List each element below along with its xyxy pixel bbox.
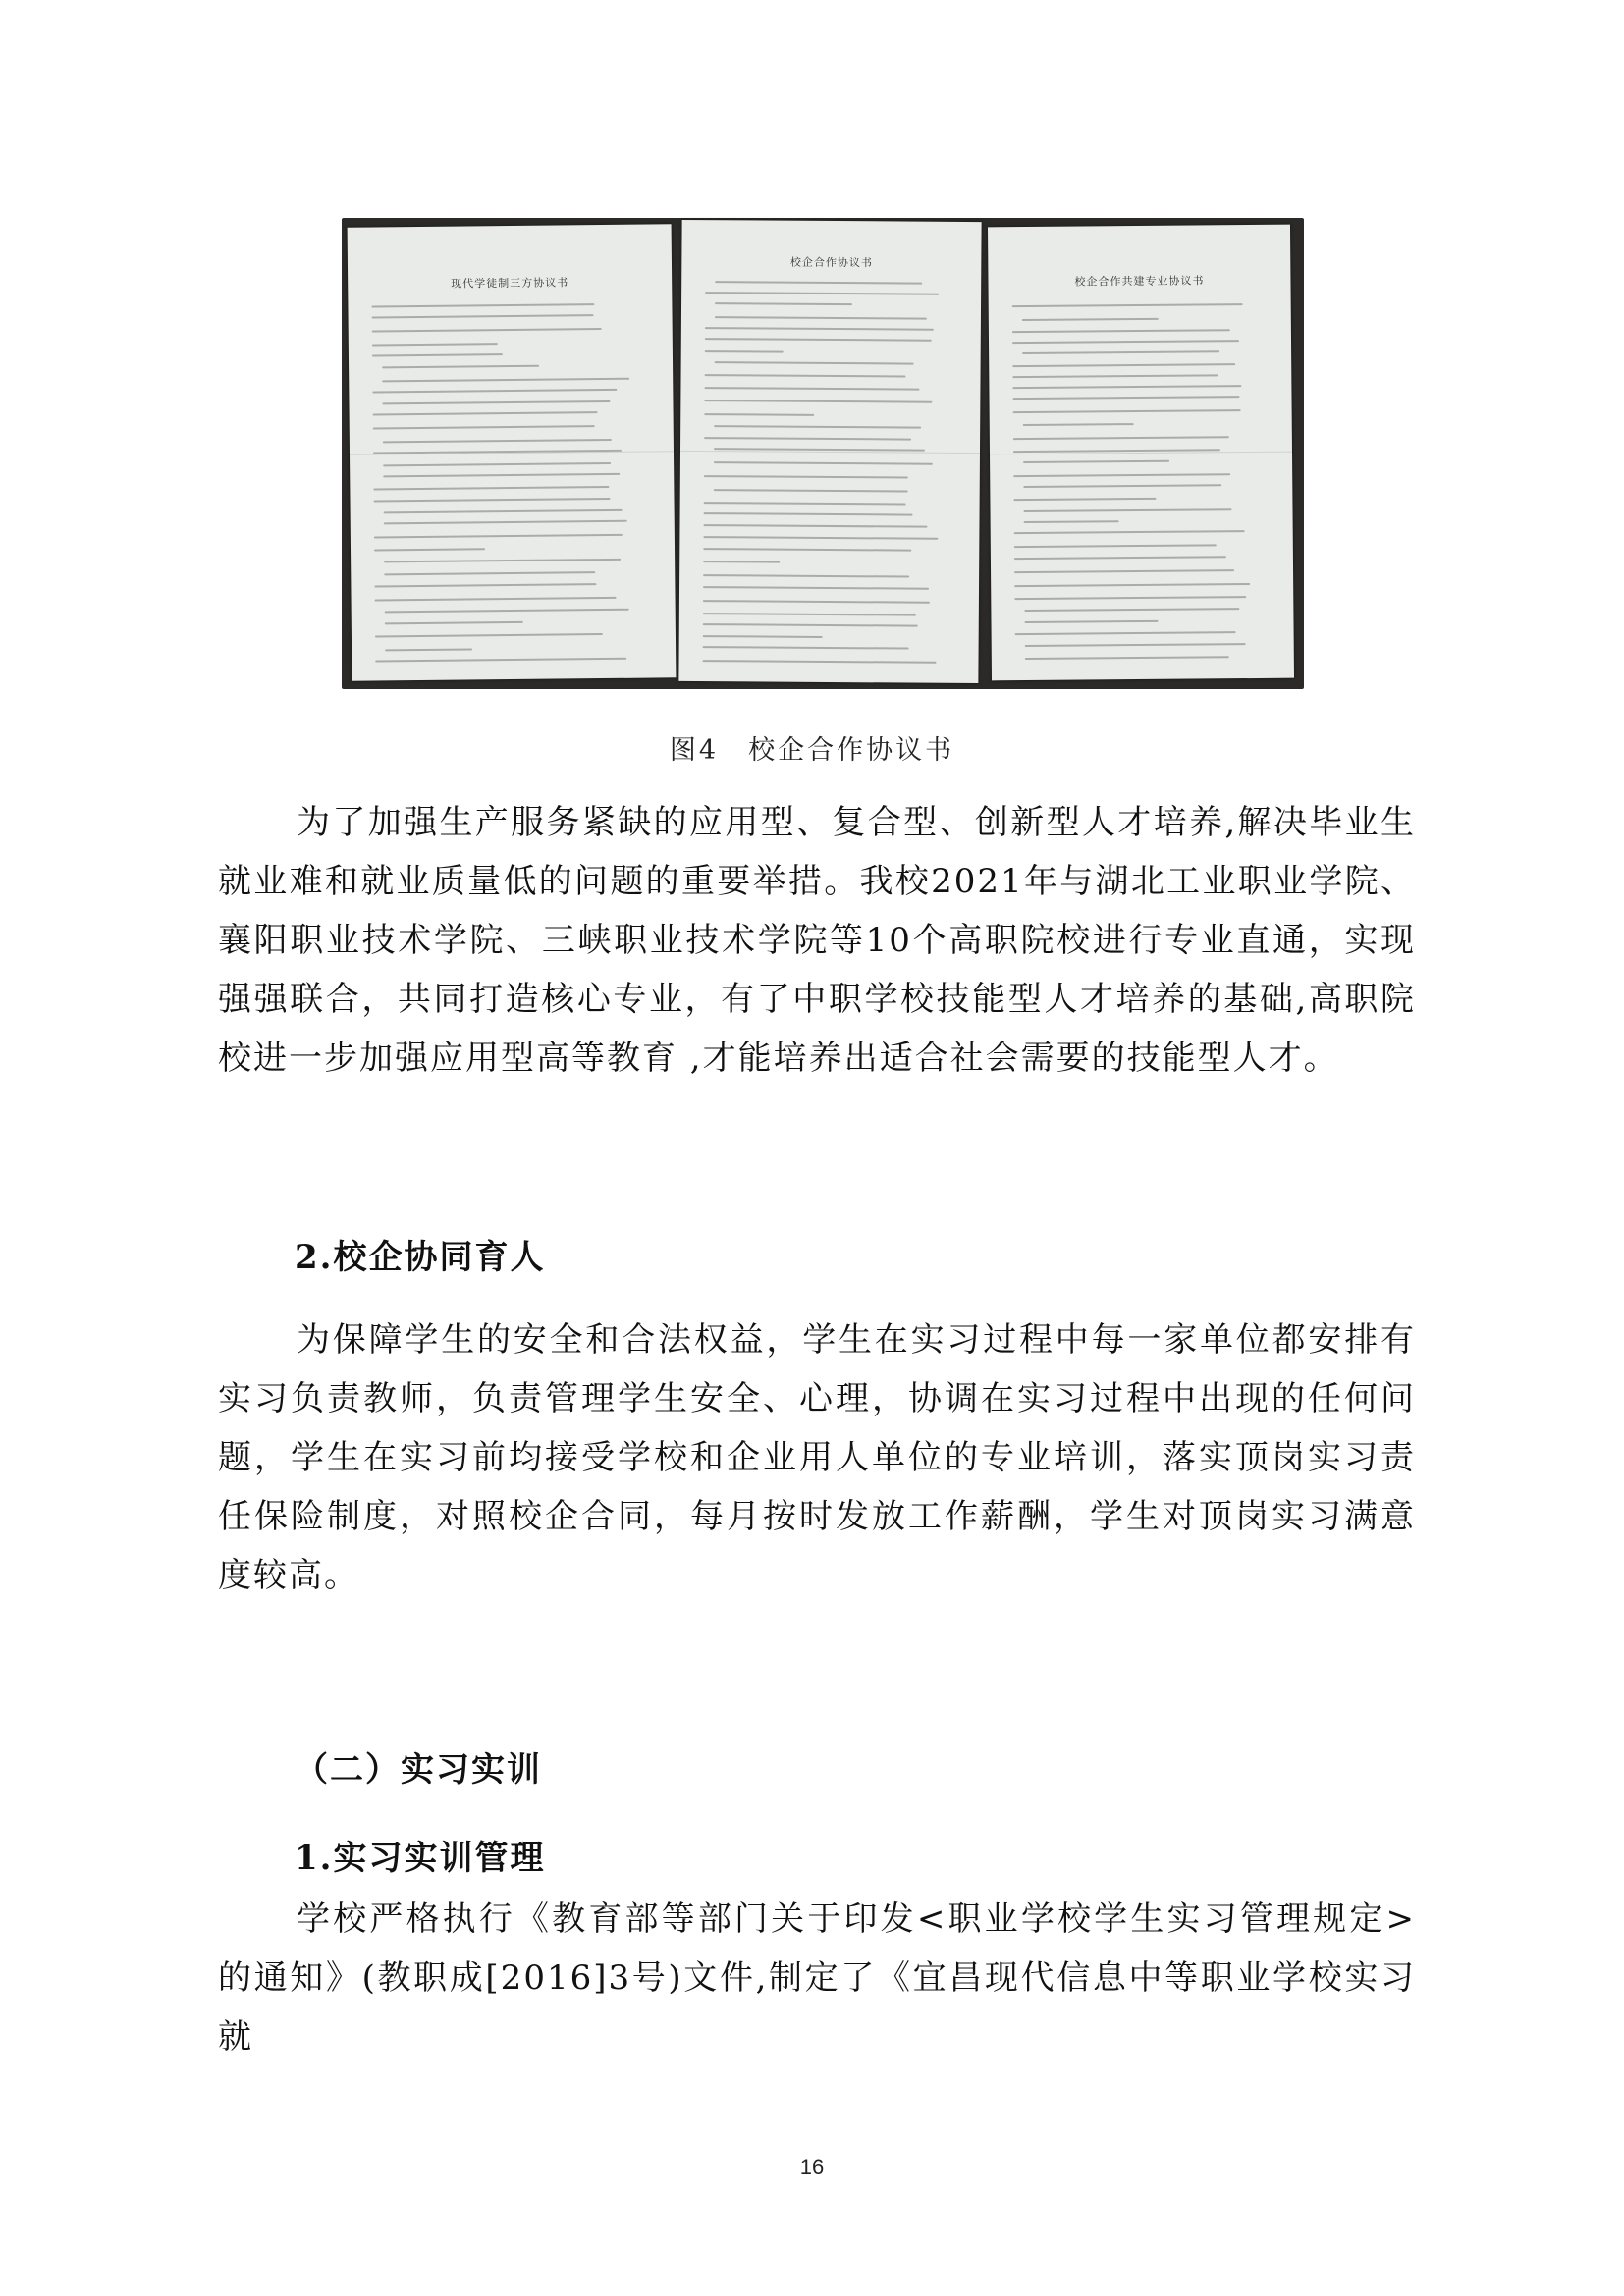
document-text-line (1013, 498, 1156, 501)
document-text-line (1013, 396, 1240, 400)
document-text-line (373, 411, 598, 415)
document-text-line (383, 473, 620, 478)
document-text-line (1022, 350, 1219, 354)
document-text-line (1022, 318, 1159, 321)
document-text-line (1014, 530, 1245, 534)
document-text-line (703, 586, 929, 590)
page-number: 16 (799, 2155, 825, 2179)
document-text-line (373, 425, 595, 429)
document-text-line (704, 437, 911, 440)
document-text-line (1014, 569, 1234, 573)
document-text-line (715, 361, 914, 364)
agreement-document-2 (678, 220, 981, 683)
document-text-line (703, 600, 930, 604)
document-text-line (1023, 484, 1221, 488)
document-text-line (1024, 508, 1232, 512)
agreement-document-3 (988, 225, 1294, 681)
document-text-line (373, 498, 610, 503)
document-text-line (703, 646, 909, 649)
document-text-line (1012, 374, 1218, 378)
document-text-line (372, 389, 617, 394)
document-text-line (704, 502, 906, 505)
agreement-document-1-title: 现代学徒制三方协议书 (451, 276, 569, 291)
document-text-line (1014, 596, 1246, 600)
document-text-line (1012, 303, 1243, 307)
document-text-line (704, 475, 908, 478)
document-text-line (1025, 656, 1229, 660)
document-text-line (1012, 329, 1230, 333)
agreement-document-2-title: 校企合作协议书 (789, 255, 873, 270)
document-text-line (384, 520, 627, 525)
document-text-line (374, 534, 623, 539)
document-text-line (1014, 583, 1250, 587)
document-text-line (705, 338, 932, 342)
document-text-line (372, 328, 602, 332)
document-text-line (1014, 556, 1226, 560)
document-text-line (703, 613, 916, 616)
document-text-line (1014, 544, 1217, 548)
document-text-line (382, 365, 539, 369)
paragraph-3: 学校严格执行《教育部等部门关于印发<职业学校学生实习管理规定>的通知》(教职成[2016]3号)文件,制定了《宜昌现代信息中等职业学校实习就 (218, 1899, 1416, 2056)
document-text-line (385, 621, 523, 624)
document-text-line (705, 350, 784, 353)
document-text-line (703, 548, 911, 551)
document-text-line (1013, 436, 1229, 440)
document-text-line (714, 425, 921, 428)
heading-school-enterprise: 2.校企协同育人 (295, 1238, 546, 1277)
document-text-line (704, 512, 913, 515)
document-text-line (715, 316, 927, 320)
document-text-line (1023, 460, 1169, 463)
document-text-line (372, 343, 498, 346)
document-text-line (714, 461, 933, 465)
document-text-line (1012, 340, 1239, 344)
document-text-line (1025, 643, 1246, 647)
document-text-line (372, 314, 594, 318)
document-text-line (1015, 631, 1236, 635)
agreement-photo (342, 218, 1304, 689)
document-text-line (375, 658, 626, 663)
document-text-line (372, 353, 503, 356)
document-text-line (703, 635, 823, 638)
document-text-line (374, 583, 596, 587)
document-text-line (375, 597, 617, 602)
document-text-line (703, 524, 927, 528)
document-text-line (703, 660, 937, 664)
document-text-line (384, 571, 595, 575)
document-text-line (385, 648, 472, 651)
document-text-line (703, 536, 938, 540)
figure-caption: 图4 校企合作协议书 (669, 735, 955, 766)
heading-internship-management: 1.实习实训管理 (295, 1839, 546, 1878)
document-text-line (371, 303, 594, 307)
document-text-line (714, 489, 908, 492)
document-text-line (1013, 409, 1241, 413)
agreement-document-1 (348, 224, 677, 680)
document-text-line (1024, 608, 1239, 612)
document-text-line (384, 509, 623, 514)
document-text-line (383, 462, 611, 466)
document-text-line (704, 413, 814, 416)
document-text-line (705, 292, 939, 295)
document-text-line (703, 623, 918, 627)
document-text-line (1012, 363, 1235, 367)
paragraph-1: 为了加强生产服务紧缺的应用型、复合型、创新型人才培养,解决毕业生就业难和就业质量低的问题的重要举措。我校2021年与湖北工业职业学院、襄阳职业技术学院、三峡职业技术学院等10个高职院校进行专业直通，实现强强联合，共同打造核心专业，有了中职学校技能型人才培养的基础,高职院校进一步加强应用型高等教育 ,才能培养出适合社会需要的技能型人才。 (218, 803, 1416, 1078)
document-text-line (373, 486, 609, 491)
document-text-line (384, 559, 621, 563)
paragraph-2: 为保障学生的安全和合法权益，学生在实习过程中每一家单位都安排有实习负责教师，负责管理学生安全、心理，协调在实习过程中出现的任何问题，学生在实习前均接受学校和企业用人单位的专业培训，落实顶岗实习责任保险制度，对照校企合同，每月按时发放工作薪酬，学生对顶岗实习满意度较高。 (218, 1320, 1416, 1595)
document-fold-crease (680, 451, 980, 454)
document-text-line (383, 439, 612, 443)
document-text-line (704, 387, 919, 391)
document-text-line (375, 633, 603, 637)
document-text-line (1024, 520, 1119, 523)
document-text-line (1012, 385, 1241, 389)
document-text-line (705, 374, 906, 377)
document-text-line (715, 281, 922, 284)
document-text-line (705, 327, 934, 331)
document-text-line (382, 378, 629, 383)
document-text-line (704, 400, 932, 403)
document-text-line (715, 302, 852, 305)
document-text-line (1023, 423, 1134, 426)
document-text-line (1024, 620, 1158, 623)
document-text-line (703, 561, 780, 563)
agreement-document-3-title: 校企合作共建专业协议书 (1074, 274, 1205, 289)
heading-internship-training: （二）实习实训 (295, 1750, 542, 1789)
document-text-line (385, 609, 629, 614)
document-text-line (382, 400, 610, 404)
document-text-line (374, 548, 485, 551)
document-text-line (703, 574, 909, 577)
document-text-line (1013, 473, 1230, 477)
